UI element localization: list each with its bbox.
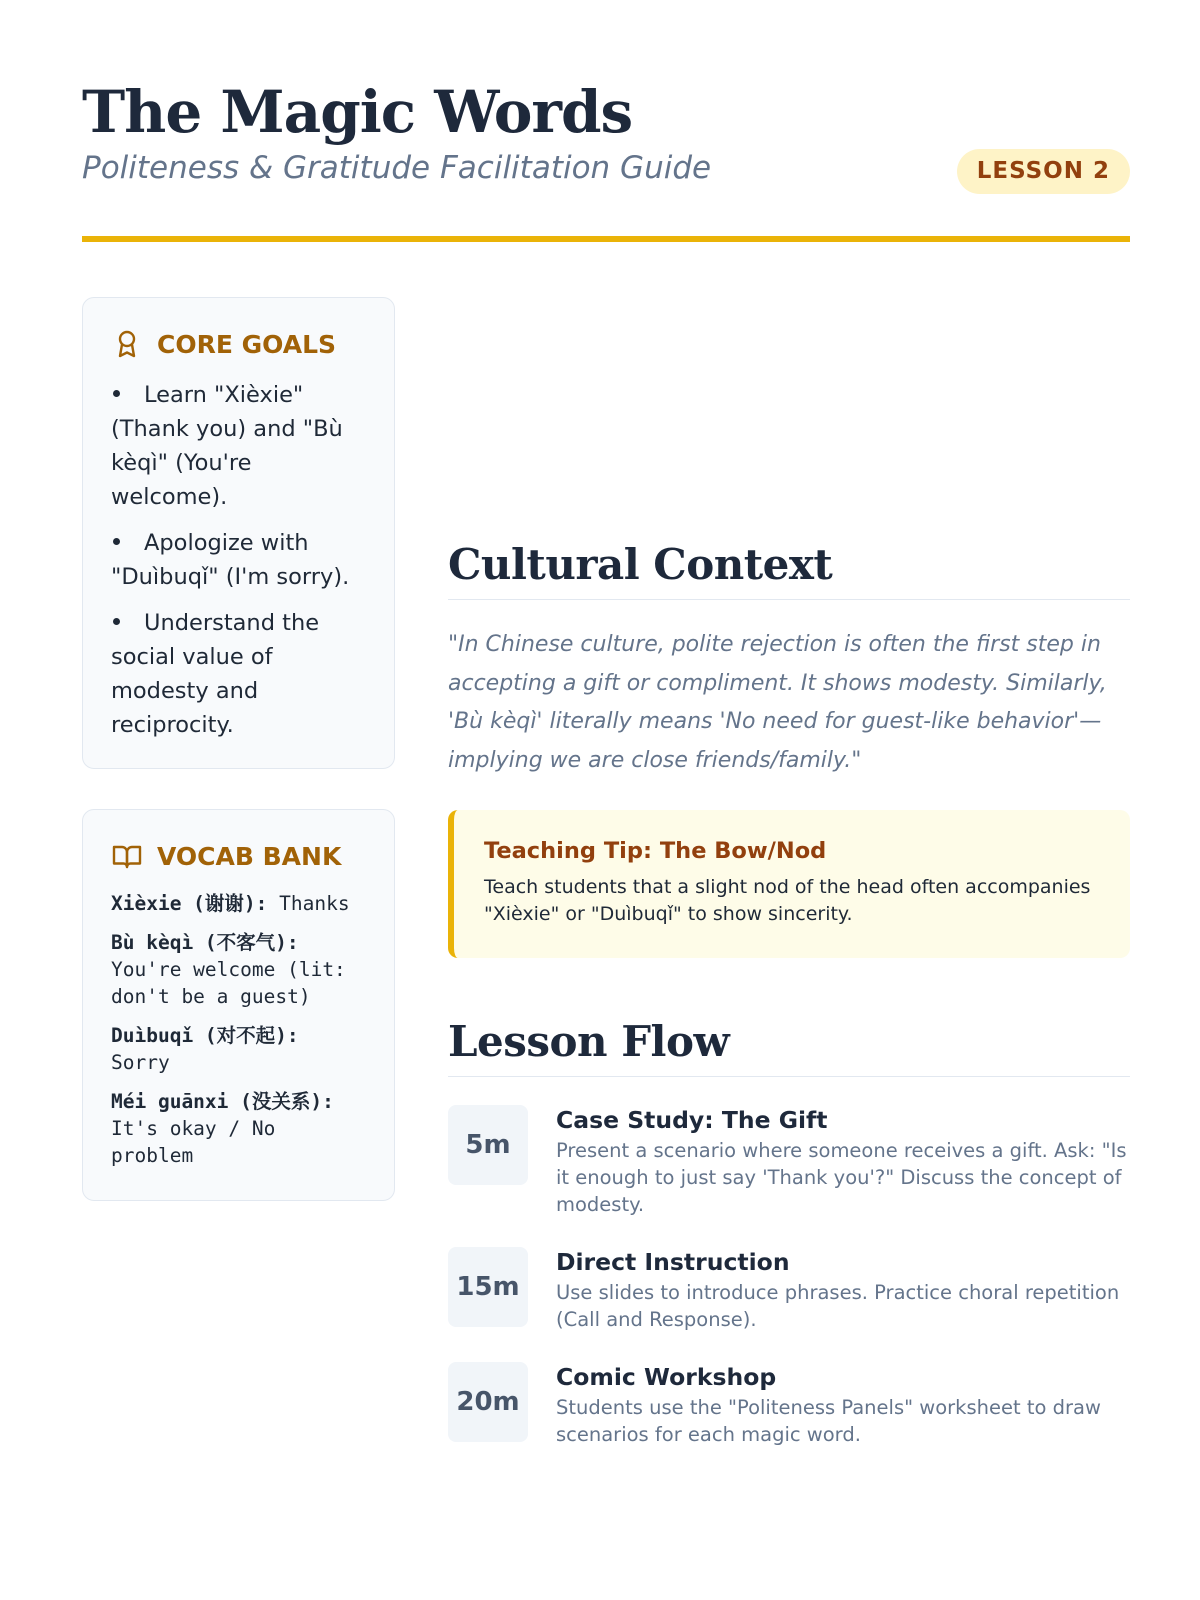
vocab-term: Bù kèqì (不客气):	[111, 931, 299, 954]
vocab-entry	[111, 929, 366, 1010]
lesson-badge: LESSON 2	[957, 149, 1130, 194]
teaching-tip-text: Teach students that a slight nod of the head often accompanies "Xièxie" or "Duìbuqǐ" to show sincerity.	[484, 876, 1091, 925]
bullet	[113, 618, 120, 625]
step-body	[556, 1362, 1130, 1448]
vocab-term: Xièxie (谢谢):	[111, 892, 268, 915]
bullet	[113, 538, 120, 545]
vocab-entry	[111, 1022, 366, 1076]
vocab-meaning: You're welcome (lit: don't be a guest)	[111, 958, 346, 1008]
bullet	[113, 390, 120, 397]
vocab-entry	[111, 890, 366, 917]
cultural-context-quote: "In Chinese culture, polite rejection is often the first step in accepting a gift or compliment. It shows modesty. Similarly, 'Bù kèqì' literally means 'No need for guest-like behavior'—implying we are close friends/family."	[448, 632, 1107, 773]
teaching-tip-title: Teaching Tip: The Bow/Nod	[484, 838, 827, 864]
core-goals-label: CORE GOALS	[157, 329, 337, 359]
header-divider	[82, 236, 1130, 242]
vocab-entry	[111, 1088, 366, 1169]
vocab-bank-header	[111, 836, 366, 876]
vocab-bank-card	[82, 809, 395, 1201]
step-duration: 15m	[448, 1247, 528, 1327]
step-duration: 20m	[448, 1362, 528, 1442]
vocab-bank-label: VOCAB BANK	[157, 841, 342, 871]
vocab-term: Méi guānxi (没关系):	[111, 1090, 334, 1113]
award-ribbon-icon	[111, 328, 143, 360]
lesson-flow-heading: Lesson Flow	[448, 1017, 1130, 1077]
page-title: The Magic Words	[82, 78, 633, 146]
teaching-tip-callout	[448, 810, 1130, 958]
vocab-meaning: Thanks	[279, 892, 350, 915]
lesson-flow-section	[448, 1017, 1130, 1077]
step-title: Comic Workshop	[556, 1363, 777, 1391]
core-goals-list	[111, 378, 366, 742]
list-item	[111, 606, 366, 742]
core-goals-card	[82, 297, 395, 769]
vocab-meaning: Sorry	[111, 1051, 170, 1074]
step-title: Direct Instruction	[556, 1248, 790, 1276]
page-header	[82, 0, 1130, 244]
list-item	[111, 526, 366, 594]
step-title: Case Study: The Gift	[556, 1106, 828, 1134]
step-duration: 5m	[448, 1105, 528, 1185]
step-description: Present a scenario where someone receives a gift. Ask: "Is it enough to just say 'Thank you'?" Discuss the concept of modesty.	[556, 1139, 1127, 1216]
step-description: Use slides to introduce phrases. Practice choral repetition (Call and Response).	[556, 1281, 1120, 1331]
goal-text: Apologize with "Duìbuqǐ" (I'm sorry).	[111, 530, 350, 590]
cultural-context-heading: Cultural Context	[448, 540, 1130, 600]
page-subtitle: Politeness & Gratitude Facilitation Guide	[82, 150, 712, 186]
step-body	[556, 1247, 1130, 1333]
goal-text: Learn "Xièxie" (Thank you) and "Bù kèqì" (You're welcome).	[111, 382, 343, 510]
step-description: Students use the "Politeness Panels" worksheet to draw scenarios for each magic word.	[556, 1396, 1101, 1446]
core-goals-header	[111, 324, 366, 364]
step-body	[556, 1105, 1130, 1218]
goal-text: Understand the social value of modesty and reciprocity.	[111, 610, 320, 738]
list-item	[111, 378, 366, 514]
lesson-guide-page	[82, 0, 1130, 1446]
open-book-icon	[111, 840, 143, 872]
vocab-meaning: It's okay / No problem	[111, 1117, 276, 1167]
cultural-context-section	[448, 540, 1130, 780]
vocab-term: Duìbuqǐ (对不起):	[111, 1024, 299, 1047]
